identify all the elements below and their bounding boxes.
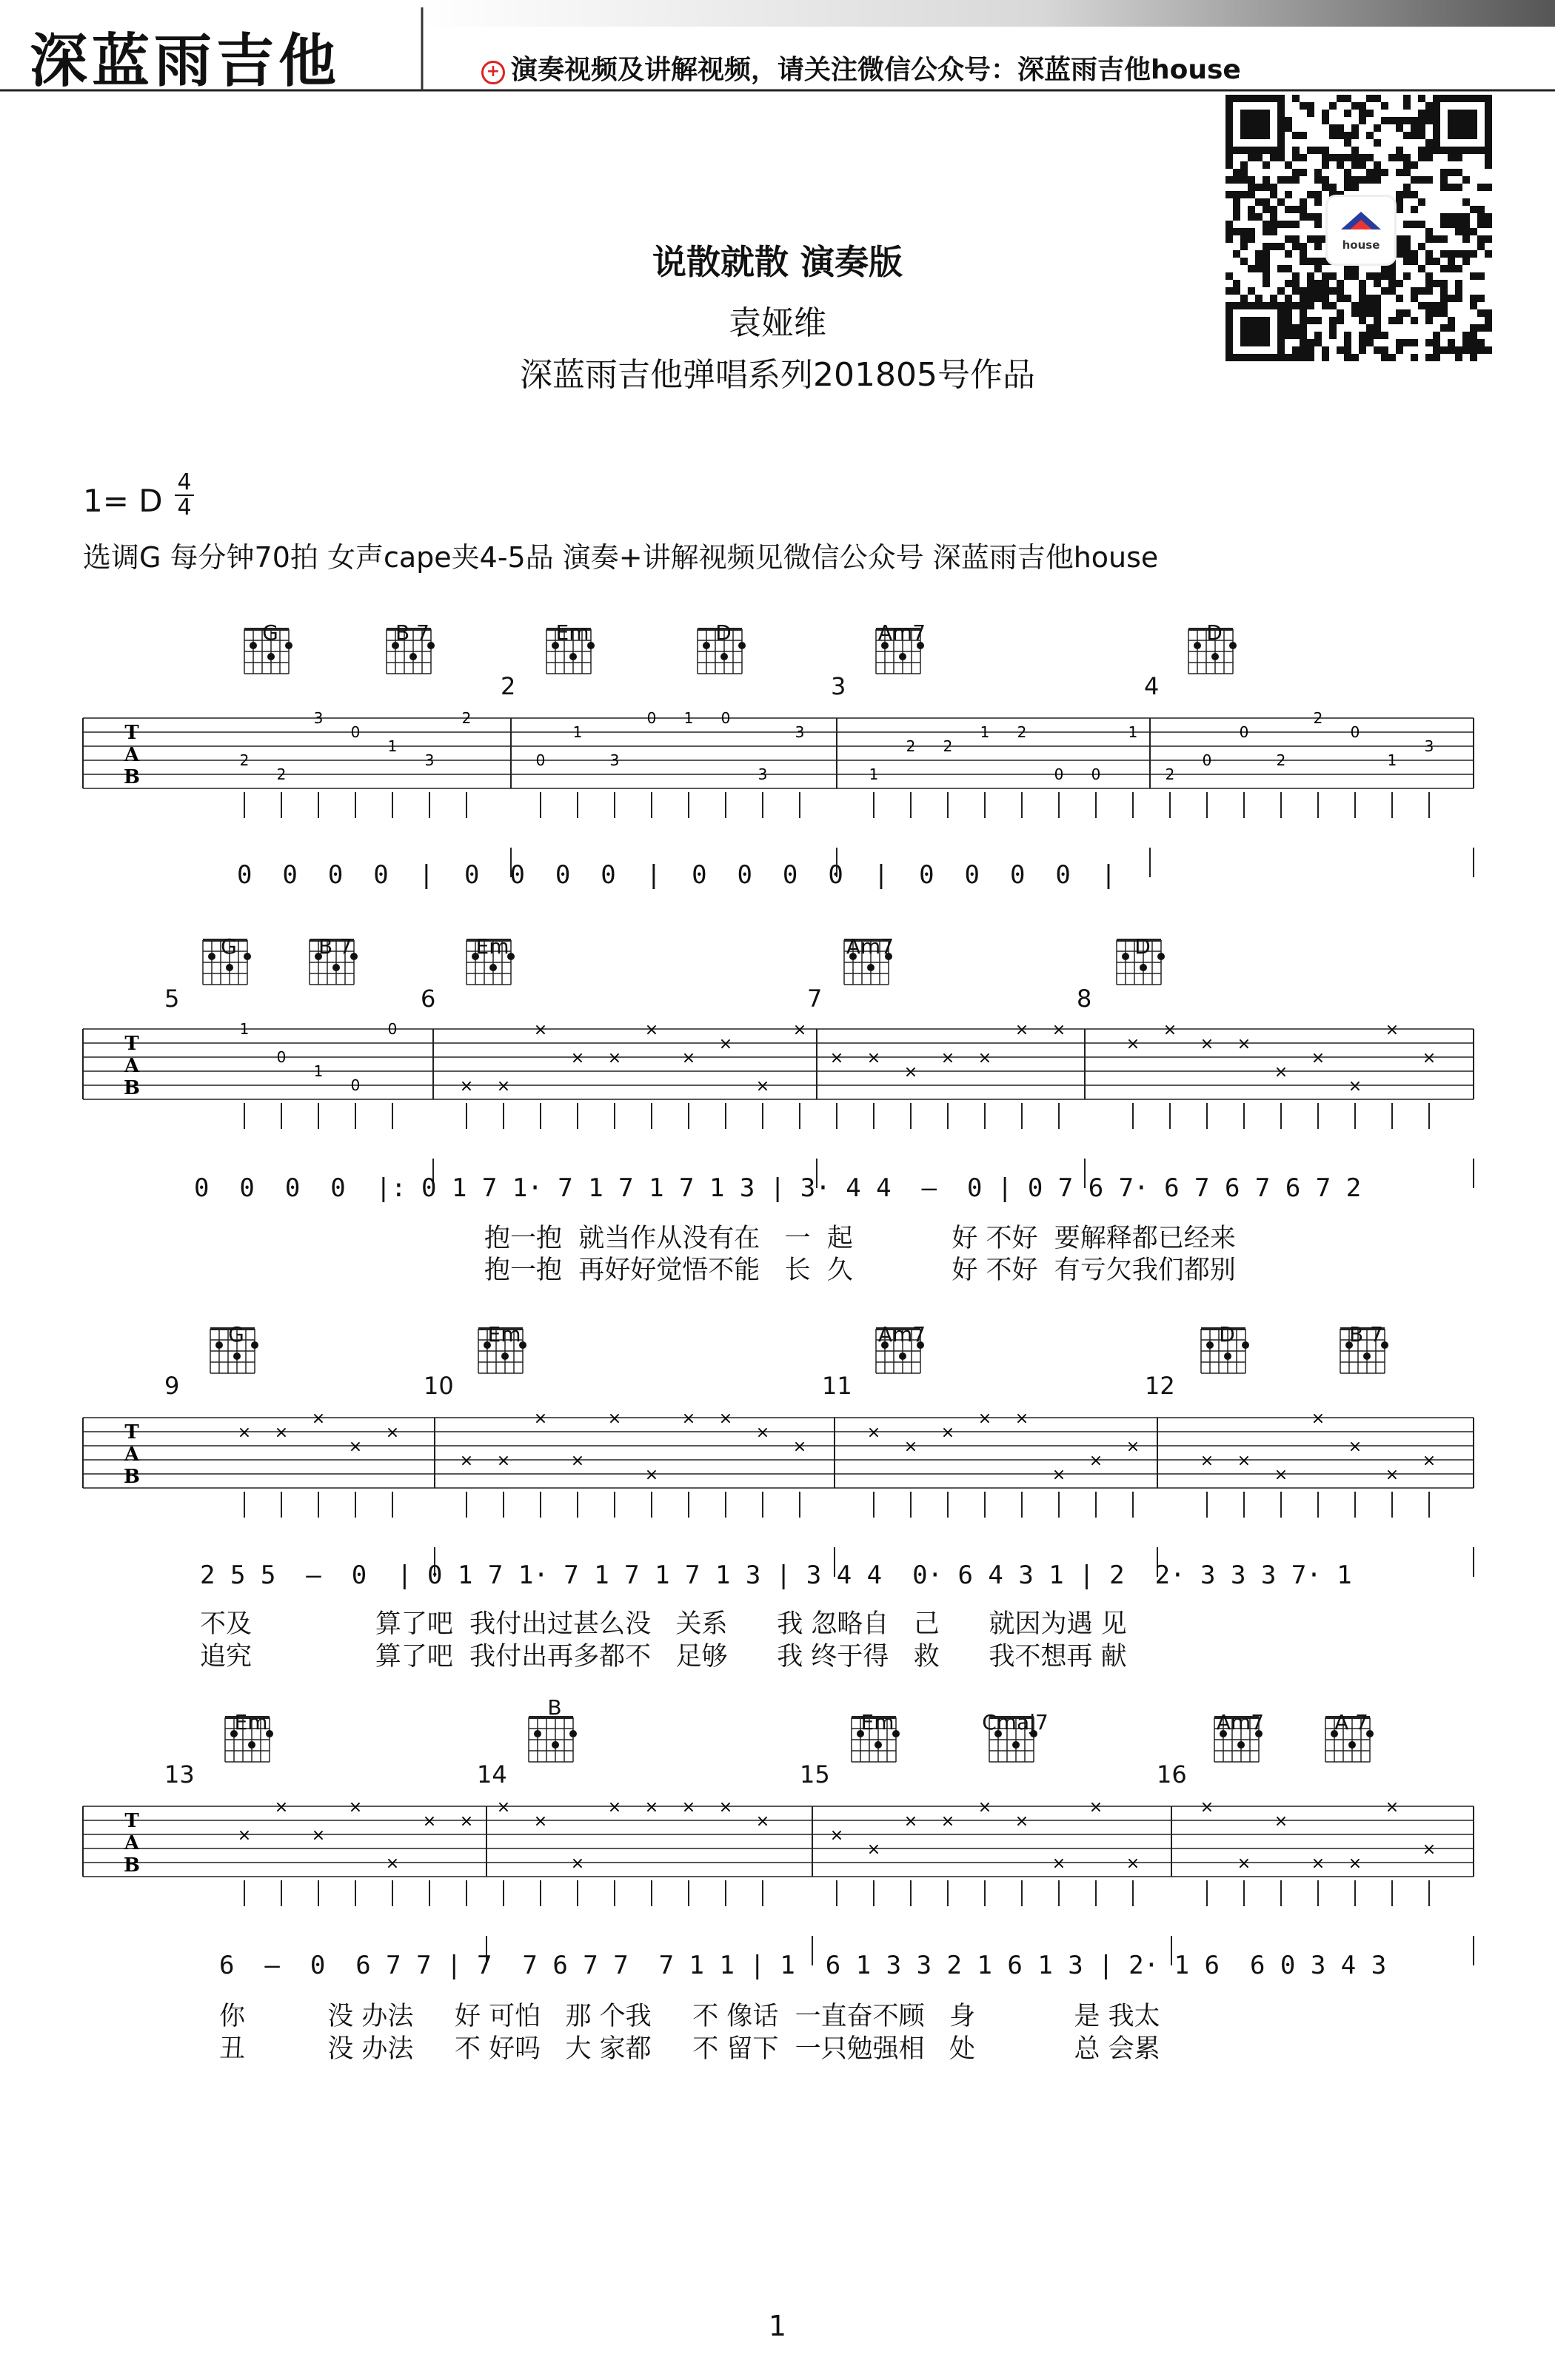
strum-mark: ×	[829, 1049, 844, 1067]
fret-number: 0	[1054, 765, 1064, 783]
strum-mark: ×	[274, 1798, 289, 1817]
fret-number: 3	[758, 765, 768, 783]
chord-name: D	[1206, 620, 1223, 645]
measure-number: 5	[164, 985, 180, 1013]
tab-clef-letter: B	[124, 1466, 140, 1488]
chord-name: D	[715, 620, 732, 645]
lyrics-verse-1: 抱一抱 就当作从没有在 一 起 好 不好 要解释都已经来	[484, 1224, 1236, 1253]
measure-number: 15	[800, 1760, 830, 1789]
strum-mark: ×	[607, 1049, 622, 1067]
strum-mark: ×	[459, 1452, 474, 1470]
strum-mark: ×	[1088, 1798, 1103, 1817]
fret-number: 0	[350, 723, 361, 741]
notice-text: 演奏视频及讲解视频，请关注微信公众号：深蓝雨吉他house	[511, 55, 1241, 85]
chord-name: Am7	[846, 934, 894, 959]
measure-number: 6	[421, 985, 436, 1013]
strum-mark: ×	[792, 1438, 807, 1456]
measure-number: 4	[1144, 672, 1160, 700]
strum-mark: ×	[903, 1063, 918, 1082]
tab-clef-letter: A	[124, 744, 140, 766]
tab-clef-letter: A	[124, 1055, 140, 1077]
strum-mark: ×	[755, 1424, 770, 1442]
fret-number: 0	[720, 709, 731, 727]
jianpu-line: 0 0 0 0 | 0 0 0 0 | 0 0 0 0 | 0 0 0 0 |	[237, 860, 1117, 890]
time-bottom: 4	[177, 495, 192, 520]
strum-mark: ×	[348, 1798, 363, 1817]
strum-mark: ×	[1422, 1840, 1437, 1859]
performance-info: 选调G 每分钟70拍 女声cape夹4-5品 演奏+讲解视频见微信公众号 深蓝雨吉他house	[83, 541, 1159, 574]
strum-mark: ×	[237, 1424, 252, 1442]
chord-name: Em	[555, 620, 589, 645]
measure-number: 10	[424, 1372, 454, 1400]
strum-mark: ×	[644, 1021, 659, 1039]
fret-number: 3	[313, 709, 324, 727]
chord-name: A 7	[1334, 1710, 1368, 1734]
strum-mark: ×	[1422, 1452, 1437, 1470]
strum-mark: ×	[977, 1798, 992, 1817]
fret-number: 1	[1387, 751, 1397, 769]
strum-mark: ×	[1200, 1035, 1214, 1053]
strum-mark: ×	[1237, 1452, 1251, 1470]
strum-mark: ×	[1051, 1466, 1066, 1484]
chord-name: B 7	[1349, 1322, 1383, 1347]
strum-mark: ×	[1200, 1798, 1214, 1817]
strum-mark: ×	[496, 1077, 511, 1096]
strum-mark: ×	[459, 1812, 474, 1831]
measure-number: 12	[1145, 1372, 1175, 1400]
strum-mark: ×	[792, 1021, 807, 1039]
chord-name: B 7	[395, 620, 429, 645]
strum-mark: ×	[570, 1049, 585, 1067]
strum-mark: ×	[940, 1049, 955, 1067]
strum-mark: ×	[644, 1798, 659, 1817]
strum-mark: ×	[1014, 1409, 1029, 1428]
jianpu-line: 6 – 0 6 7 7 | 7 7 6 7 7 7 1 1 | 1 6 1 3 3 2 1 6 1 3 | 2· 1 6 6 0 3 4 3	[219, 1951, 1387, 1980]
tab-clef-letter: B	[124, 1854, 140, 1877]
strum-mark: ×	[496, 1452, 511, 1470]
strum-mark: ×	[681, 1409, 696, 1428]
strum-mark: ×	[1014, 1812, 1029, 1831]
strum-mark: ×	[1126, 1854, 1140, 1873]
song-series: 深蓝雨吉他弹唱系列201805号作品	[520, 356, 1035, 394]
chord-name: Cmaj7	[982, 1710, 1049, 1734]
strum-mark: ×	[1014, 1021, 1029, 1039]
strum-mark: ×	[237, 1826, 252, 1845]
jianpu-line: 2 5 5 – 0 | 0 1 7 1· 7 1 7 1 7 1 3 | 3 4 4 0· 6 4 3 1 | 2 2· 3 3 3 7· 1	[200, 1561, 1352, 1590]
lyrics-verse-1: 你 没 办法 好 可怕 那 个我 不 像话 一直奋不顾 身 是 我太	[219, 2002, 1160, 2031]
tab-clef-letter: T	[124, 1033, 139, 1055]
strum-mark: ×	[1051, 1021, 1066, 1039]
strum-mark: ×	[903, 1812, 918, 1831]
strum-mark: ×	[903, 1438, 918, 1456]
strum-mark: ×	[311, 1826, 326, 1845]
chord-name: Em	[475, 934, 509, 959]
page-number: 1	[768, 2310, 787, 2342]
lyrics-verse-1: 不及 算了吧 我付出过甚么没 关系 我 忽略自 己 就因为遇 见	[200, 1609, 1127, 1639]
fret-number: 3	[1424, 737, 1434, 755]
key-signature: 1= D	[83, 483, 163, 519]
tab-clef-letter: T	[124, 722, 139, 744]
strum-mark: ×	[1237, 1854, 1251, 1873]
plus-circle-icon: +	[481, 61, 505, 84]
fret-number: 2	[239, 751, 250, 769]
jianpu-line: 0 0 0 0 |: 0 1 7 1· 7 1 7 1 7 1 3 | 3· 4 4 – 0 | 0 7 6 7· 6 7 6 7 6 7 2	[194, 1173, 1362, 1203]
strum-mark: ×	[866, 1840, 881, 1859]
fret-number: 1	[869, 765, 879, 783]
brand-logo: 深蓝雨吉他	[30, 27, 341, 95]
strum-mark: ×	[1274, 1812, 1288, 1831]
strum-mark: ×	[533, 1021, 548, 1039]
strum-mark: ×	[1311, 1409, 1325, 1428]
lyrics-verse-2: 抱一抱 再好好觉悟不能 长 久 好 不好 有亏欠我们都别	[484, 1256, 1236, 1285]
measure-number: 7	[807, 985, 823, 1013]
fret-number: 0	[1350, 723, 1360, 741]
lyrics-verse-2: 丑 没 办法 不 好吗 大 家都 不 留下 一只勉强相 处 总 会累	[219, 2034, 1160, 2064]
measure-number: 14	[477, 1760, 507, 1789]
fret-number: 1	[313, 1062, 324, 1080]
strum-mark: ×	[1200, 1452, 1214, 1470]
chord-name: G	[228, 1322, 244, 1347]
chord-name: B	[547, 1695, 562, 1720]
fret-number: 2	[1313, 709, 1323, 727]
strum-mark: ×	[718, 1035, 733, 1053]
strum-mark: ×	[866, 1049, 881, 1067]
strum-mark: ×	[533, 1812, 548, 1831]
fret-number: 1	[387, 737, 398, 755]
measure-number: 2	[501, 672, 516, 700]
strum-mark: ×	[1051, 1854, 1066, 1873]
strum-mark: ×	[1237, 1035, 1251, 1053]
strum-mark: ×	[459, 1077, 474, 1096]
song-artist: 袁娅维	[729, 304, 826, 342]
fret-number: 0	[350, 1076, 361, 1094]
strum-mark: ×	[1422, 1049, 1437, 1067]
fret-number: 0	[1091, 765, 1101, 783]
tab-clef-letter: T	[124, 1810, 139, 1832]
chord-name: G	[221, 934, 237, 959]
tab-staff	[83, 1329, 1474, 1577]
strum-mark: ×	[1126, 1438, 1140, 1456]
tab-staff	[83, 629, 1474, 877]
strum-mark: ×	[755, 1812, 770, 1831]
strum-mark: ×	[385, 1424, 400, 1442]
strum-mark: ×	[1385, 1466, 1400, 1484]
strum-mark: ×	[1126, 1035, 1140, 1053]
measure-number: 3	[831, 672, 846, 700]
fret-number: 1	[683, 709, 694, 727]
strum-mark: ×	[940, 1812, 955, 1831]
chord-name: G	[262, 620, 278, 645]
fret-number: 2	[1165, 765, 1175, 783]
fret-number: 0	[276, 1048, 287, 1066]
fret-number: 2	[276, 765, 287, 783]
fret-number: 1	[1128, 723, 1138, 741]
lyrics-verse-2: 追究 算了吧 我付出再多都不 足够 我 终于得 救 我不想再 献	[200, 1642, 1127, 1672]
tab-clef-letter: T	[124, 1421, 139, 1444]
chord-name: Am7	[877, 1322, 926, 1347]
strum-mark: ×	[681, 1049, 696, 1067]
chord-diagram	[529, 1717, 577, 1762]
qr-logo-label: house	[1342, 238, 1380, 252]
strum-mark: ×	[644, 1466, 659, 1484]
strum-mark: ×	[1163, 1021, 1177, 1039]
fret-number: 3	[424, 751, 435, 769]
fret-number: 2	[943, 737, 953, 755]
chord-name: Em	[234, 1710, 268, 1734]
measure-number: 11	[822, 1372, 852, 1400]
strum-mark: ×	[718, 1409, 733, 1428]
fret-number: 0	[387, 1020, 398, 1038]
measure-number: 8	[1077, 985, 1092, 1013]
strum-mark: ×	[570, 1854, 585, 1873]
strum-mark: ×	[866, 1424, 881, 1442]
chord-name: Em	[860, 1710, 894, 1734]
fret-number: 2	[906, 737, 916, 755]
fret-number: 0	[1202, 751, 1212, 769]
chord-name: D	[1219, 1322, 1235, 1347]
strum-mark: ×	[274, 1424, 289, 1442]
strum-mark: ×	[1385, 1798, 1400, 1817]
measure-number: 9	[164, 1372, 180, 1400]
strum-mark: ×	[422, 1812, 437, 1831]
strum-mark: ×	[1311, 1854, 1325, 1873]
fret-number: 0	[535, 751, 546, 769]
fret-number: 0	[646, 709, 657, 727]
strum-mark: ×	[311, 1409, 326, 1428]
fret-number: 3	[609, 751, 620, 769]
tab-clef-letter: B	[124, 1077, 140, 1099]
strum-mark: ×	[1385, 1021, 1400, 1039]
fret-number: 1	[980, 723, 990, 741]
strum-mark: ×	[607, 1409, 622, 1428]
tab-clef-letter: A	[124, 1832, 140, 1854]
fret-number: 1	[239, 1020, 250, 1038]
measure-number: 13	[164, 1760, 195, 1789]
chord-name: D	[1134, 934, 1151, 959]
strum-mark: ×	[829, 1826, 844, 1845]
fret-number: 0	[1239, 723, 1249, 741]
fret-number: 2	[1017, 723, 1027, 741]
strum-mark: ×	[755, 1077, 770, 1096]
strum-mark: ×	[348, 1438, 363, 1456]
chord-name: Em	[487, 1322, 521, 1347]
tab-staff	[83, 1717, 1474, 1965]
strum-mark: ×	[681, 1798, 696, 1817]
strum-mark: ×	[570, 1452, 585, 1470]
strum-mark: ×	[496, 1798, 511, 1817]
strum-mark: ×	[1348, 1438, 1362, 1456]
strum-mark: ×	[533, 1409, 548, 1428]
strum-mark: ×	[977, 1049, 992, 1067]
strum-mark: ×	[607, 1798, 622, 1817]
chord-name: B 7	[318, 934, 352, 959]
song-title: 说散就散 演奏版	[652, 242, 903, 282]
tab-staff	[83, 940, 1474, 1188]
fret-number: 1	[572, 723, 583, 741]
strum-mark: ×	[1088, 1452, 1103, 1470]
fret-number: 2	[461, 709, 472, 727]
strum-mark: ×	[977, 1409, 992, 1428]
strum-mark: ×	[718, 1798, 733, 1817]
chord-name: Am7	[1216, 1710, 1265, 1734]
strum-mark: ×	[1311, 1049, 1325, 1067]
strum-mark: ×	[1348, 1854, 1362, 1873]
strum-mark: ×	[1274, 1466, 1288, 1484]
fret-number: 3	[795, 723, 805, 741]
time-top: 4	[177, 469, 192, 495]
strum-mark: ×	[385, 1854, 400, 1873]
strum-mark: ×	[1348, 1077, 1362, 1096]
strum-mark: ×	[1274, 1063, 1288, 1082]
tab-clef-letter: A	[124, 1444, 140, 1466]
tab-clef-letter: B	[124, 766, 140, 788]
chord-name: Am7	[877, 620, 926, 645]
measure-number: 16	[1157, 1760, 1187, 1789]
strum-mark: ×	[940, 1424, 955, 1442]
fret-number: 2	[1276, 751, 1286, 769]
